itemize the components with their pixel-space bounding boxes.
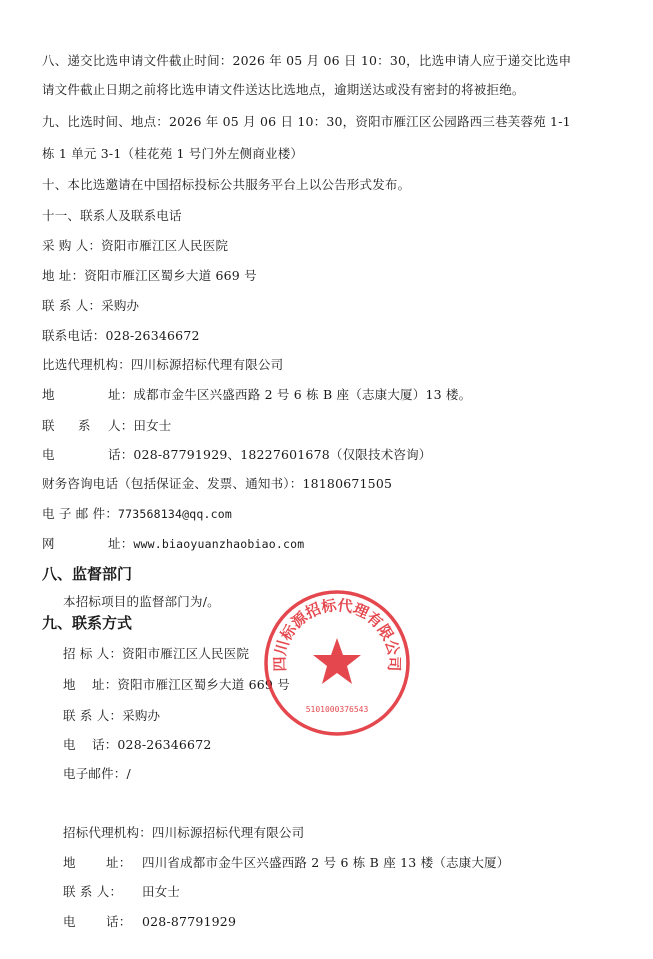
agency-contact-value: 田女士 xyxy=(133,418,172,433)
agency-address-label-b: 址： xyxy=(108,387,134,402)
agency-name-row xyxy=(42,357,283,373)
agency-contact-label-b: 系 xyxy=(78,418,91,433)
agency-email-row xyxy=(42,506,232,522)
tender-agency-contact-value: 田女士 xyxy=(142,884,181,899)
tenderer-address-row xyxy=(63,677,290,693)
buyer-phone-value: 028-26346672 xyxy=(105,328,200,343)
tenderer-address-label-a: 地 xyxy=(63,677,76,692)
time-place-line-1: 九、比选时间、地点：2026 年 05 月 06 日 10：30，资阳市雁江区公园路西三巷芙蓉苑 1-1 xyxy=(42,114,571,129)
tenderer-value: 资阳市雁江区人民医院 xyxy=(122,646,250,661)
tender-agency-phone-row xyxy=(63,914,236,930)
tender-agency-phone-label-b: 话： xyxy=(106,914,132,929)
publish-line: 十、本比选邀请在中国招标投标公共服务平台上以公告形式发布。 xyxy=(42,177,411,192)
tender-agency-contact-row xyxy=(63,884,180,900)
agency-phone-value: 028-87791929、18227601678（仅限技术咨询） xyxy=(133,447,432,462)
time-place-line-2: 栋 1 单元 3-1（桂花苑 1 号门外左侧商业楼） xyxy=(42,146,304,161)
deadline-line-1: 八、递交比选申请文件截止时间：2026 年 05 月 06 日 10：30，比选申请人应于递交比选申 xyxy=(42,53,572,68)
company-seal xyxy=(262,588,412,738)
deadline-line-2: 请文件截止日期之前将比选申请文件送达比选地点，逾期送达或没有密封的将被拒绝。 xyxy=(42,82,525,97)
tenderer-contact-value: 采购办 xyxy=(122,708,161,723)
buyer-phone-label: 联系电话： xyxy=(42,328,106,343)
agency-name-label: 比选代理机构： xyxy=(42,357,131,372)
agency-contact-label-c: 人： xyxy=(108,418,134,433)
tenderer-phone-label-b: 话： xyxy=(92,737,118,752)
contact-title: 十一、联系人及联系电话 xyxy=(42,208,182,223)
agency-web-value: www.biaoyuanzhaobiao.com xyxy=(133,537,305,551)
tenderer-address-label-b: 址： xyxy=(92,677,118,692)
tender-agency-address-label-b: 址： xyxy=(106,855,132,870)
tender-agency-phone-value: 028-87791929 xyxy=(142,914,237,929)
agency-phone-label-b: 话： xyxy=(108,447,134,462)
tenderer-email-label: 电子邮件： xyxy=(63,766,127,781)
agency-address-value: 成都市金牛区兴盛西路 2 号 6 栋 B 座（志康大厦）13 楼。 xyxy=(133,387,472,402)
agency-web-label-a: 网 xyxy=(42,536,55,551)
tender-agency-address-label-a: 地 xyxy=(63,855,76,870)
agency-email-label: 电 子 邮 件： xyxy=(42,506,119,521)
seal-number: 5101000376543 xyxy=(305,705,369,714)
contact-section-heading: 九、联系方式 xyxy=(42,614,133,632)
tenderer-phone-label-a: 电 xyxy=(63,737,76,752)
buyer-phone-row xyxy=(42,328,200,344)
buyer-address-row xyxy=(42,268,257,284)
buyer-contact-value: 采购办 xyxy=(101,298,140,313)
agency-phone-row xyxy=(42,447,432,463)
agency-name-value: 四川标源招标代理有限公司 xyxy=(130,357,284,372)
agency-email-value: 773568134@qq.com xyxy=(118,507,233,521)
supervision-heading: 八、监督部门 xyxy=(42,565,133,583)
supervision-text: 本招标项目的监督部门为/。 xyxy=(63,594,220,609)
seal-star-icon xyxy=(313,638,361,684)
tender-agency-row xyxy=(63,825,304,841)
agency-web-label-b: 址： xyxy=(108,536,134,551)
tender-agency-contact-label: 联 系 人： xyxy=(63,884,123,899)
tenderer-label: 招 标 人： xyxy=(63,646,123,661)
tender-agency-address-row xyxy=(63,855,510,871)
tenderer-contact-row xyxy=(63,708,160,724)
tenderer-address-value: 资阳市雁江区蜀乡大道 669 号 xyxy=(117,677,290,692)
tenderer-email-value: / xyxy=(126,766,131,781)
tenderer-email-row xyxy=(63,766,131,782)
agency-contact-row xyxy=(42,418,172,434)
agency-phone-label-a: 电 xyxy=(42,447,55,462)
tender-agency-value: 四川标源招标代理有限公司 xyxy=(151,825,305,840)
buyer-address-label: 地 址： xyxy=(42,268,85,283)
agency-address-label-a: 地 xyxy=(42,387,55,402)
tenderer-phone-value: 028-26346672 xyxy=(117,737,212,752)
buyer-value: 资阳市雁江区人民医院 xyxy=(101,238,229,253)
finance-phone-row xyxy=(42,476,392,492)
agency-web-row xyxy=(42,536,304,552)
seal-ring-text: 四川标源招标代理有限公司 xyxy=(270,596,404,672)
finance-phone-value: 18180671505 xyxy=(302,476,393,491)
tenderer-row xyxy=(63,646,249,662)
finance-phone-label: 财务咨询电话（包括保证金、发票、通知书）： xyxy=(42,476,303,491)
buyer-row xyxy=(42,238,228,254)
seal-ring xyxy=(266,592,408,734)
tender-agency-label: 招标代理机构： xyxy=(63,825,152,840)
agency-address-row xyxy=(42,387,471,403)
buyer-label: 采 购 人： xyxy=(42,238,102,253)
tender-agency-phone-label-a: 电 xyxy=(63,914,76,929)
buyer-contact-label: 联 系 人： xyxy=(42,298,102,313)
buyer-address-value: 资阳市雁江区蜀乡大道 669 号 xyxy=(84,268,257,283)
tenderer-phone-row xyxy=(63,737,212,753)
tender-agency-address-value: 四川省成都市金牛区兴盛西路 2 号 6 栋 B 座 13 楼（志康大厦） xyxy=(142,855,510,870)
tenderer-contact-label: 联 系 人： xyxy=(63,708,123,723)
buyer-contact-row xyxy=(42,298,139,314)
agency-contact-label-a: 联 xyxy=(42,418,55,433)
